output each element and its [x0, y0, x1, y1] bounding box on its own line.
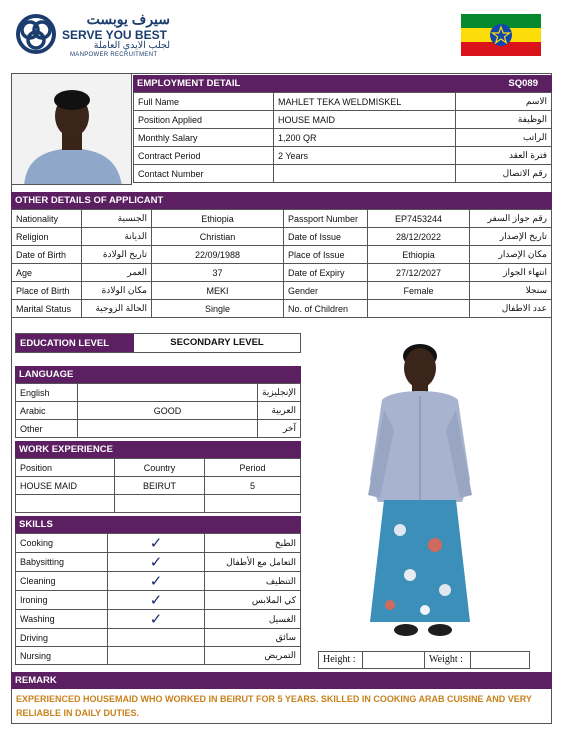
- brand-arabic-name: سيرف يوبست: [86, 11, 170, 27]
- height-value: [363, 652, 424, 668]
- right-arabic-label: مكان الإصدار: [470, 246, 552, 264]
- left-value: Christian: [152, 228, 284, 246]
- skill-row: [16, 591, 301, 610]
- flag-icon: [461, 14, 541, 56]
- left-value: MEKI: [152, 282, 284, 300]
- language-row: [16, 384, 301, 402]
- other-details-row: [12, 246, 552, 264]
- field-value: HOUSE MAID: [274, 111, 456, 129]
- other-details-row: [12, 300, 552, 318]
- work-experience-header: [15, 441, 301, 458]
- field-label: Contract Period: [134, 147, 274, 165]
- left-label: Date of Birth: [12, 246, 82, 264]
- skill-label: Washing: [16, 610, 108, 629]
- skill-arabic-label: الغسيل: [205, 610, 301, 629]
- field-value: [274, 165, 456, 183]
- applicant-photo-full: [340, 330, 500, 648]
- language-label: English: [16, 384, 78, 402]
- skills-header: [15, 516, 301, 533]
- height-label: Height :: [319, 652, 363, 668]
- other-details-row: [12, 228, 552, 246]
- work-experience-title: WORK EXPERIENCE: [19, 444, 113, 455]
- field-value: 1,200 QR: [274, 129, 456, 147]
- check-icon: ✓: [149, 535, 163, 552]
- employment-row: [134, 165, 552, 183]
- skill-label: Cleaning: [16, 572, 108, 591]
- work-header-row: [16, 459, 301, 477]
- education-value: SECONDARY LEVEL: [170, 337, 264, 348]
- language-label: Other: [16, 420, 78, 438]
- left-arabic-label: الجنسية: [82, 210, 152, 228]
- field-arabic-label: الراتب: [456, 129, 552, 147]
- skill-label: Ironing: [16, 591, 108, 610]
- right-label: Place of Issue: [284, 246, 368, 264]
- skill-row: [16, 629, 301, 647]
- skill-check: [108, 629, 205, 647]
- other-details-row: [12, 282, 552, 300]
- skill-check: [108, 647, 205, 665]
- brand-sub: MANPOWER RECRUITMENT: [70, 52, 158, 58]
- ethiopia-flag: [461, 14, 541, 56]
- weight-label: Weight :: [425, 652, 471, 668]
- check-icon: ✓: [149, 573, 163, 590]
- left-label: Age: [12, 264, 82, 282]
- right-arabic-label: تاريخ الإصدار: [470, 228, 552, 246]
- language-table: [15, 383, 301, 438]
- left-value: Single: [152, 300, 284, 318]
- weight-value: [471, 652, 529, 668]
- left-value: Ethiopia: [152, 210, 284, 228]
- language-row: [16, 420, 301, 438]
- right-label: No. of Children: [284, 300, 368, 318]
- portrait-icon: [12, 74, 132, 185]
- right-label: Passport Number: [284, 210, 368, 228]
- employment-row: [134, 129, 552, 147]
- work-cell: [205, 495, 301, 513]
- skill-arabic-label: التعامل مع الأطفال: [205, 553, 301, 572]
- work-row: [16, 495, 301, 513]
- right-value: [368, 300, 470, 318]
- full-body-portrait-icon: [340, 330, 500, 648]
- skill-row: [16, 572, 301, 591]
- skill-row: [16, 534, 301, 553]
- logo-knot-icon: [16, 14, 56, 54]
- employment-table: [133, 92, 552, 183]
- employment-row: [134, 111, 552, 129]
- skill-check: [108, 553, 205, 572]
- right-label: Date of Issue: [284, 228, 368, 246]
- remark-text: EXPERIENCED HOUSEMAID WHO WORKED IN BEIRUT FOR 5 YEARS. SKILLED IN COOKING ARAB CUISINE AND VERY RELIABLE IN DAILY DUTIES.: [16, 694, 532, 718]
- left-value: 37: [152, 264, 284, 282]
- left-arabic-label: تاريخ الولادة: [82, 246, 152, 264]
- employment-row: [134, 93, 552, 111]
- brand-arabic-sub: لجلب الايدي العاملة: [93, 40, 170, 51]
- field-arabic-label: رقم الاتصال: [456, 165, 552, 183]
- skill-check: [108, 572, 205, 591]
- language-level: GOOD: [78, 402, 258, 420]
- work-cell: 5: [205, 477, 301, 495]
- work-column-header: Position: [16, 459, 115, 477]
- field-label: Contact Number: [134, 165, 274, 183]
- left-label: Marital Status: [12, 300, 82, 318]
- work-row: [16, 477, 301, 495]
- other-details-row: [12, 210, 552, 228]
- employment-title: EMPLOYMENT DETAIL: [137, 78, 241, 89]
- language-arabic-label: آخر: [258, 420, 301, 438]
- check-icon: ✓: [149, 611, 163, 628]
- skill-arabic-label: الطبخ: [205, 534, 301, 553]
- left-arabic-label: الديانة: [82, 228, 152, 246]
- right-value: EP7453244: [368, 210, 470, 228]
- skill-label: Cooking: [16, 534, 108, 553]
- language-row: [16, 402, 301, 420]
- field-arabic-label: فترة العقد: [456, 147, 552, 165]
- left-value: 22/09/1988: [152, 246, 284, 264]
- work-cell: [16, 495, 115, 513]
- remark-title: REMARK: [15, 675, 57, 686]
- field-arabic-label: الاسم: [456, 93, 552, 111]
- work-experience-table: [15, 458, 301, 513]
- right-value: 28/12/2022: [368, 228, 470, 246]
- remark-header: [11, 672, 552, 689]
- applicant-photo-small: [11, 73, 132, 185]
- work-column-header: Country: [115, 459, 205, 477]
- language-header: [15, 366, 301, 383]
- right-value: Ethiopia: [368, 246, 470, 264]
- language-level: [78, 384, 258, 402]
- language-level: [78, 420, 258, 438]
- employment-row: [134, 147, 552, 165]
- skill-arabic-label: التنظيف: [205, 572, 301, 591]
- other-details-table: [11, 209, 552, 318]
- field-label: Position Applied: [134, 111, 274, 129]
- language-label: Arabic: [16, 402, 78, 420]
- right-value: 27/12/2027: [368, 264, 470, 282]
- brand-logo: [16, 14, 56, 54]
- skill-label: Babysitting: [16, 553, 108, 572]
- left-arabic-label: الحالة الزوجية: [82, 300, 152, 318]
- right-label: Gender: [284, 282, 368, 300]
- other-details-row: [12, 264, 552, 282]
- field-arabic-label: الوظيفة: [456, 111, 552, 129]
- right-arabic-label: انتهاء الجواز: [470, 264, 552, 282]
- work-cell: BEIRUT: [115, 477, 205, 495]
- work-cell: [115, 495, 205, 513]
- other-details-header: [11, 192, 552, 209]
- field-label: Full Name: [134, 93, 274, 111]
- skill-arabic-label: سائق: [205, 629, 301, 647]
- work-column-header: Period: [205, 459, 301, 477]
- right-arabic-label: رقم جواز السفر: [470, 210, 552, 228]
- skill-label: Nursing: [16, 647, 108, 665]
- field-value: MAHLET TEKA WELDMISKEL: [274, 93, 456, 111]
- other-details-title: OTHER DETAILS OF APPLICANT: [15, 195, 164, 206]
- skill-arabic-label: كي الملابس: [205, 591, 301, 610]
- language-arabic-label: العربية: [258, 402, 301, 420]
- right-value: Female: [368, 282, 470, 300]
- left-arabic-label: مكان الولادة: [82, 282, 152, 300]
- skills-title: SKILLS: [19, 519, 53, 530]
- skill-row: [16, 610, 301, 629]
- skill-row: [16, 647, 301, 665]
- check-icon: ✓: [149, 592, 163, 609]
- brand-name: SERVE YOU BEST: [62, 28, 167, 42]
- skill-check: [108, 534, 205, 553]
- reference-number: SQ089: [508, 78, 538, 89]
- employment-header: [133, 75, 552, 92]
- right-label: Date of Expiry: [284, 264, 368, 282]
- left-label: Place of Birth: [12, 282, 82, 300]
- skill-check: [108, 591, 205, 610]
- right-arabic-label: سنجلا: [470, 282, 552, 300]
- right-arabic-label: عدد الاطفال: [470, 300, 552, 318]
- skill-check: [108, 610, 205, 629]
- language-title: LANGUAGE: [19, 369, 74, 380]
- skill-arabic-label: التمريض: [205, 647, 301, 665]
- work-cell: HOUSE MAID: [16, 477, 115, 495]
- language-arabic-label: الإنجليزية: [258, 384, 301, 402]
- field-value: 2 Years: [274, 147, 456, 165]
- field-label: Monthly Salary: [134, 129, 274, 147]
- left-label: Religion: [12, 228, 82, 246]
- skill-row: [16, 553, 301, 572]
- education-header: EDUCATION LEVEL: [16, 334, 134, 352]
- check-icon: ✓: [149, 554, 163, 571]
- left-label: Nationality: [12, 210, 82, 228]
- skill-label: Driving: [16, 629, 108, 647]
- left-arabic-label: العمر: [82, 264, 152, 282]
- skills-table: [15, 533, 301, 665]
